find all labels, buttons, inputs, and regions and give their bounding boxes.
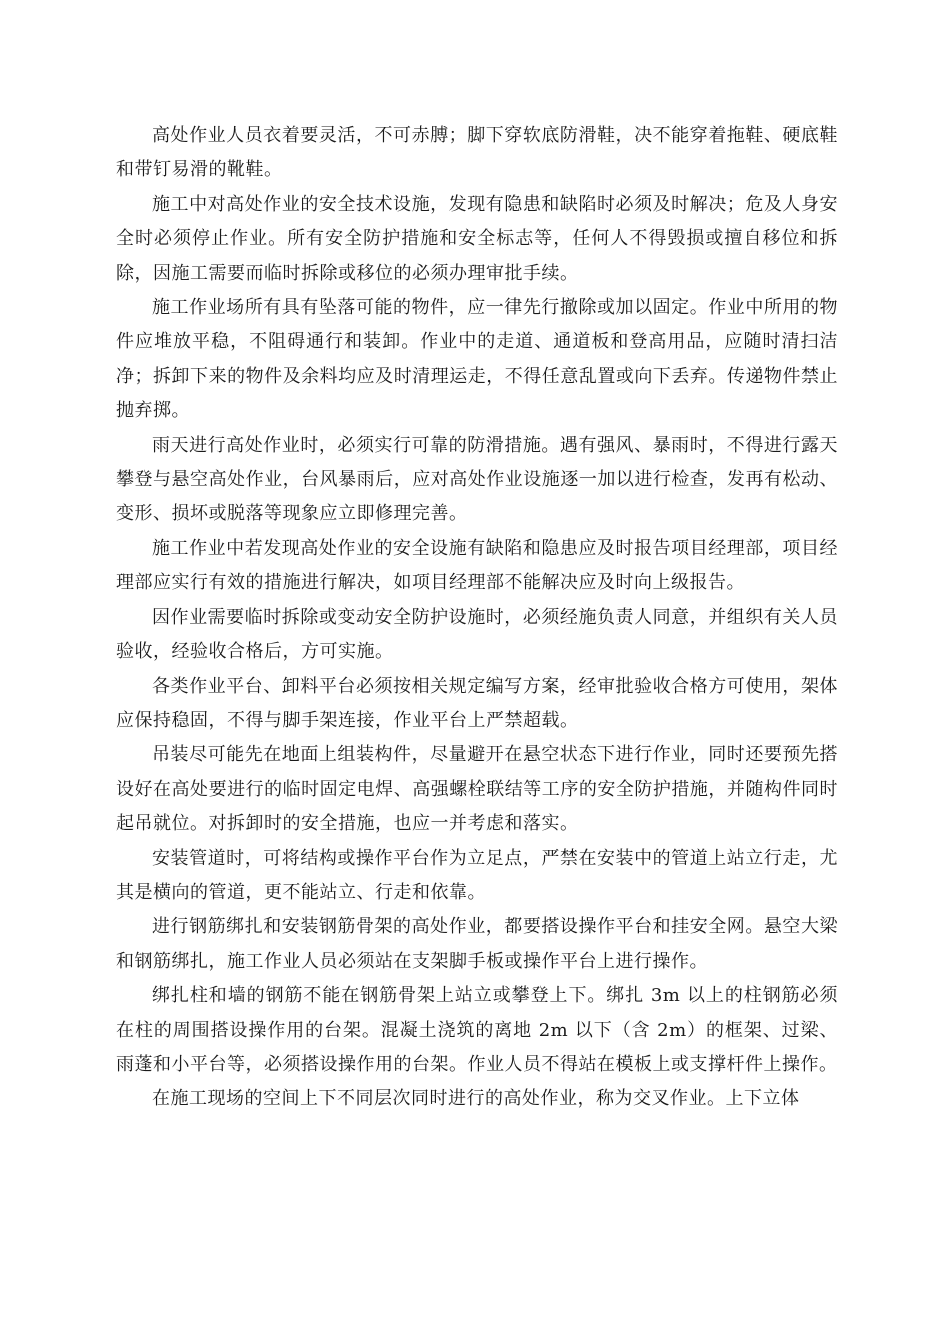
paragraph-cross-operation: 在施工现场的空间上下不同层次同时进行的高处作业，称为交叉作业。上下立体: [152, 1088, 800, 1110]
paragraph-lifting-assembly: 吊装尽可能先在地面上组装构件，尽量避开在悬空状态下进行作业，同时还要预先搭设好在高处要进行的临时固定电焊、高强螺栓联结等工序的安全防护措施，并随构件同时起吊就位。对拆卸时的安全措施，也应一并考虑和落实。: [116, 744, 838, 835]
paragraph-defect-reporting: 施工作业中若发现高处作业的安全设施有缺陷和隐患应及时报告项目经理部，项目经理部应实行有效的措施进行解决，如项目经理部不能解决应及时向上级报告。: [116, 537, 838, 594]
paragraph-temporary-removal: 因作业需要临时拆除或变动安全防护设施时，必须经施负责人同意，并组织有关人员验收，经验收合格后，方可实施。: [116, 606, 838, 663]
paragraph-rebar-binding: 进行钢筋绑扎和安装钢筋骨架的高处作业，都要搭设操作平台和挂安全网。悬空大梁和钢筋绑扎，施工作业人员必须站在支架脚手板或操作平台上进行操作。: [116, 916, 838, 972]
paragraph-rainy-weather: 雨天进行高处作业时，必须实行可靠的防滑措施。遇有强风、暴雨时，不得进行露天攀登与悬空高处作业，台风暴雨后，应对高处作业设施逐一加以进行检查，发再有松动、变形、损坏或脱落等现象应立即修理完善。: [116, 434, 838, 525]
paragraph-safety-facilities: 施工中对高处作业的安全技术设施，发现有隐患和缺陷时必须及时解决；危及人身安全时必须停止作业。所有安全防护措施和安全标志等，任何人不得毁损或擅自移位和拆除，因施工需要而临时拆除或移位的必须办理审批手续。: [116, 193, 838, 284]
paragraph-pipe-installation: 安装管道时，可将结构或操作平台作为立足点，严禁在安装中的管道上站立行走，尤其是横向的管道，更不能站立、行走和依靠。: [116, 847, 838, 903]
paragraph-column-wall-rebar: 绑扎柱和墙的钢筋不能在钢筋骨架上站立或攀登上下。绑扎 3m 以上的柱钢筋必须在柱的周围搭设操作用的台架。混凝土浇筑的离地 2m 以下（含 2m）的框架、过梁、雨蓬和小平台等，必须搭设操作用的台架。作业人员不得站在模板上或支撑杆件上操作。: [116, 985, 838, 1075]
paragraph-clothing: 高处作业人员衣着要灵活，不可赤膊；脚下穿软底防滑鞋，决不能穿着拖鞋、硬底鞋和带钉易滑的靴鞋。: [116, 125, 838, 181]
paragraph-falling-objects: 施工作业场所有具有坠落可能的物件，应一律先行撤除或加以固定。作业中所用的物件应堆放平稳，不阻碍通行和装卸。作业中的走道、通道板和登高用品，应随时清扫洁净；拆卸下来的物件及余料均应及时清理运走，不得任意乱置或向下丢弃。传递物件禁止抛弃掷。: [116, 297, 838, 422]
document-body: [116, 119, 838, 1117]
paragraph-work-platforms: 各类作业平台、卸料平台必须按相关规定编写方案，经审批验收合格方可使用，架体应保持稳固，不得与脚手架连接，作业平台上严禁超载。: [116, 675, 838, 731]
